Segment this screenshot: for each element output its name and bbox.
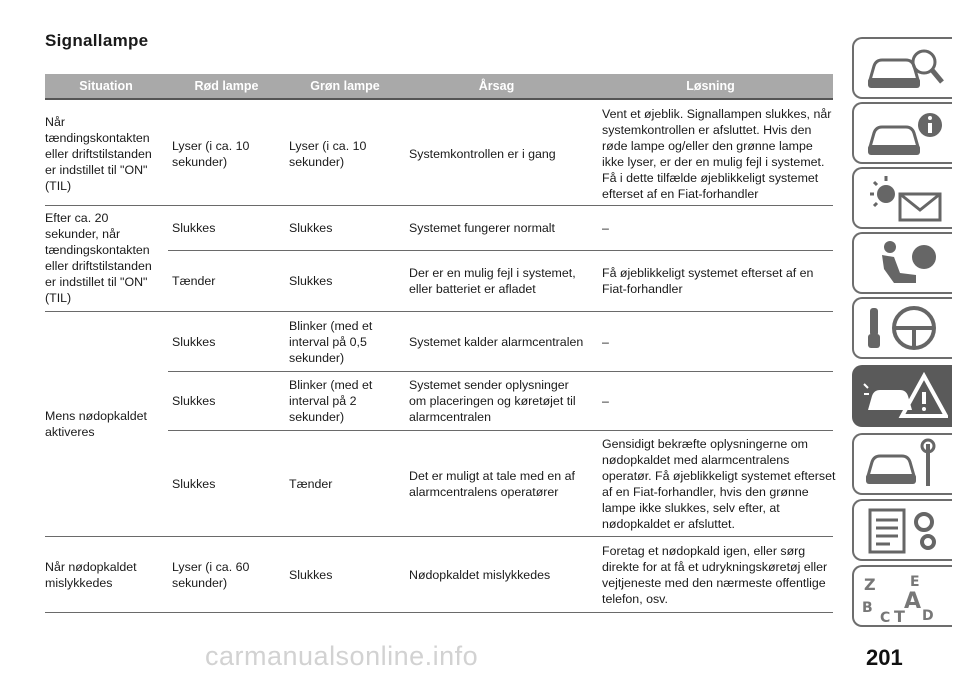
table-cell-situation: Når nødopkaldet mislykkedes (45, 559, 137, 590)
table-cell-green: Lyser (i ca. 10 sekunder) (289, 138, 367, 169)
table-cell-green: Blinker (med et interval på 0,5 sekunder) (289, 318, 373, 365)
table-cell-solution: – (602, 334, 609, 349)
table-cell-situation: Når tændingskontakten eller driftstilstanden er indstillet til "ON" (TIL) (45, 114, 152, 193)
table-cell-solution: Få øjeblikkeligt systemet efterset af en Fiat-forhandler (602, 266, 814, 296)
header-red-lamp: Rød lampe (194, 79, 259, 93)
chapter-tab-index[interactable] (852, 565, 952, 627)
car-search-icon (860, 42, 948, 96)
table-cell-cause: Nødopkaldet mislykkedes (409, 567, 551, 582)
table-cell-situation: Efter ca. 20 sekunder, når tændingskontakten eller driftstilstanden er indstillet til "ON" (TIL) (45, 211, 152, 305)
svg-text:E: E (910, 574, 920, 590)
chapter-tab-dashboard[interactable] (852, 37, 952, 99)
table-cell-green: Tænder (289, 476, 333, 491)
header-situation: Situation (79, 79, 133, 93)
chapter-tab-emergency[interactable] (852, 365, 952, 427)
table-cell-red: Slukkes (172, 334, 216, 349)
key-steering-wheel-icon (860, 302, 948, 356)
table-cell-green: Blinker (med et interval på 2 sekunder) (289, 378, 373, 424)
specs-gear-icon (860, 504, 948, 558)
table-cell-red: Lyser (i ca. 10 sekunder) (172, 138, 250, 169)
car-tools-icon (860, 438, 948, 492)
svg-text:A: A (904, 589, 922, 614)
svg-text:D: D (922, 608, 934, 624)
airbag-seat-icon (860, 237, 948, 291)
table-cell-cause: Systemet sender oplysninger om placeringen og køretøjet til alarmcentralen (409, 378, 576, 424)
chapter-tabs (852, 0, 960, 678)
table-cell-cause: Systemet fungerer normalt (409, 221, 555, 235)
table-cell-solution: Foretag et nødopkald igen, eller sørg direkte for at få et udrykningskøretøj eller vejtjeneste med den nærmeste offentlige telefon, osv. (602, 543, 828, 606)
chapter-tab-info[interactable] (852, 102, 952, 164)
table-header (45, 74, 833, 100)
row-divider (45, 612, 833, 613)
car-info-icon (860, 107, 948, 161)
table-cell-red: Tænder (172, 274, 216, 288)
table-cell-cause: Systemet kalder alarmcentralen (409, 334, 584, 349)
alphabet-index-icon (860, 570, 948, 624)
warning-lights-icon (860, 172, 948, 226)
chapter-tab-maintenance[interactable] (852, 433, 952, 495)
table-cell-solution: Vent et øjeblik. Signallampen slukkes, når systemkontrollen er afsluttet. Hvis den røde lampe og/eller den grønne lampe ikke lyser, er der en mulig fejl i systemet. Få i dette tilfælde øjeblikkeligt systemet efterset af en Fiat-forhandler (602, 106, 832, 201)
svg-text:T: T (894, 607, 905, 624)
header-green-lamp: Grøn lampe (310, 79, 380, 93)
svg-text:C: C (880, 610, 891, 624)
svg-text:B: B (862, 600, 873, 616)
table-cell-cause: Systemkontrollen er i gang (409, 146, 556, 161)
table-cell-green: Slukkes (289, 567, 333, 582)
emergency-warning-icon (860, 370, 948, 424)
table-cell-green: Slukkes (289, 221, 333, 235)
chapter-tab-specifications[interactable] (852, 499, 952, 561)
table-cell-solution: Gensidigt bekræfte oplysningerne om nødopkaldet med alarmcentralens operatør. Få øjeblikkeligt systemet efterset af en Fiat-forhandler, hvis den grønne lampe ikke slukkes, selv efter, at nødopkaldet er afsluttet. (602, 436, 836, 531)
svg-text:Z: Z (864, 575, 876, 594)
table-cell-solution: – (602, 394, 609, 408)
table-cell-solution: – (602, 221, 609, 235)
watermark: carmanualsonline.info (205, 641, 479, 671)
table-cell-red: Slukkes (172, 221, 216, 235)
chapter-tab-starting[interactable] (852, 297, 952, 359)
chapter-tab-warnings[interactable] (852, 167, 952, 229)
header-solution: Løsning (686, 79, 735, 93)
table-cell-red: Slukkes (172, 476, 216, 491)
header-cause: Årsag (478, 79, 515, 93)
table-cell-red: Slukkes (172, 394, 216, 408)
chapter-tab-safety[interactable] (852, 232, 952, 294)
table-cell-red: Lyser (i ca. 60 sekunder) (172, 559, 250, 590)
table-cell-situation: Mens nødopkaldet aktiveres (45, 409, 147, 439)
table-cell-cause: Det er muligt at tale med en af alarmcentralens operatører (409, 468, 575, 499)
table-cell-green: Slukkes (289, 274, 333, 288)
page-title: Signallampe (45, 31, 149, 50)
table-cell-cause: Der er en mulig fejl i systemet, eller batteriet er afladet (409, 266, 576, 296)
page-number: 201 (866, 645, 903, 670)
